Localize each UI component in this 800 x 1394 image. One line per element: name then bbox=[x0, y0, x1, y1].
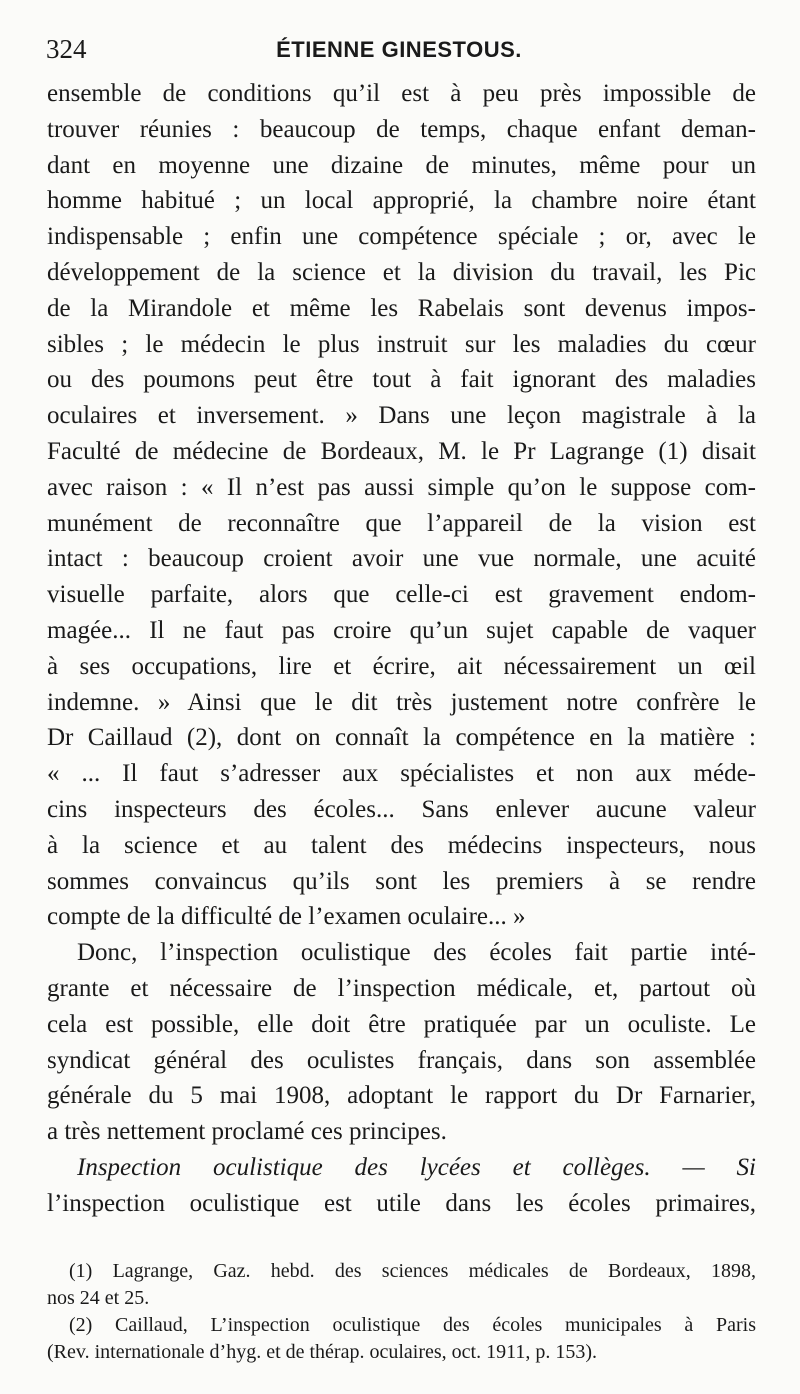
body-line: visuelle parfaite, alors que celle-ci est gravement endom- bbox=[47, 581, 756, 609]
footnote-1-line: nos 24 et 25. bbox=[47, 1287, 150, 1309]
body-line: l’inspection oculistique est utile dans les écoles primaires, bbox=[47, 1189, 756, 1217]
body-line: développement de la science et la division du travail, les Pic bbox=[47, 258, 756, 286]
body-text bbox=[47, 76, 756, 1222]
footnote-2-line: (Rev. internationale d’hyg. et de thérap. oculaires, oct. 1911, p. 153). bbox=[47, 1341, 598, 1363]
body-line: munément de reconnaître que l’appareil de la vision est bbox=[47, 509, 756, 537]
body-line: grante et nécessaire de l’inspection médicale, et, partout où bbox=[47, 974, 756, 1002]
body-line: compte de la difficulté de l’examen oculaire... » bbox=[47, 903, 526, 931]
body-line: cela est possible, elle doit être pratiquée par un oculiste. Le bbox=[47, 1010, 756, 1038]
footnotes bbox=[47, 1258, 756, 1366]
body-line: sibles ; le médecin le plus instruit sur les maladies du cœur bbox=[47, 330, 756, 358]
body-line: de la Mirandole et même les Rabelais sont devenus impos- bbox=[47, 294, 756, 322]
body-line: indemne. » Ainsi que le dit très justement notre confrère le bbox=[47, 688, 756, 716]
section-heading-line: Inspection oculistique des lycées et collèges. — Si bbox=[77, 1153, 756, 1181]
body-line: dant en moyenne une dizaine de minutes, même pour un bbox=[47, 151, 756, 179]
body-line: sommes convaincus qu’ils sont les premiers à se rendre bbox=[47, 867, 756, 895]
body-line: Dr Caillaud (2), dont on connaît la compétence en la matière : bbox=[47, 724, 756, 752]
body-line: avec raison : « Il n’est pas aussi simple qu’on le suppose com- bbox=[47, 473, 756, 501]
body-line: magée... Il ne faut pas croire qu’un sujet capable de vaquer bbox=[47, 616, 756, 644]
footnote-2-line: (2) Caillaud, L’inspection oculistique des écoles municipales à Paris bbox=[69, 1314, 756, 1336]
footnote-1-line: (1) Lagrange, Gaz. hebd. des sciences médicales de Bordeaux, 1898, bbox=[69, 1260, 756, 1282]
body-line: à ses occupations, lire et écrire, ait nécessairement un œil bbox=[47, 652, 756, 680]
body-line: ensemble de conditions qu’il est à peu près impossible de bbox=[47, 80, 756, 107]
paragraph-start-line: Donc, l’inspection oculistique des écoles fait partie inté- bbox=[77, 939, 756, 967]
body-line: à la science et au talent des médecins inspecteurs, nous bbox=[47, 831, 756, 859]
body-line: homme habitué ; un local approprié, la chambre noire étant bbox=[47, 187, 756, 215]
page-number: 324 bbox=[46, 34, 87, 64]
body-line: oculaires et inversement. » Dans une leçon magistrale à la bbox=[47, 402, 756, 430]
body-line: indispensable ; enfin une compétence spéciale ; or, avec le bbox=[47, 223, 756, 251]
page-header bbox=[46, 34, 752, 74]
body-line: a très nettement proclamé ces principes. bbox=[47, 1118, 447, 1146]
body-line: générale du 5 mai 1908, adoptant le rapport du Dr Farnarier, bbox=[47, 1082, 756, 1110]
body-line: trouver réunies : beaucoup de temps, chaque enfant deman- bbox=[47, 115, 756, 143]
body-line: syndicat général des oculistes français, dans son assemblée bbox=[47, 1046, 756, 1074]
running-title: ÉTIENNE GINESTOUS. bbox=[276, 37, 522, 62]
body-line: intact : beaucoup croient avoir une vue normale, une acuité bbox=[47, 545, 756, 573]
body-line: cins inspecteurs des écoles... Sans enlever aucune valeur bbox=[47, 795, 756, 823]
body-line: « ... Il faut s’adresser aux spécialistes et non aux méde- bbox=[47, 760, 756, 788]
body-line: Faculté de médecine de Bordeaux, M. le Pr Lagrange (1) disait bbox=[47, 437, 756, 465]
body-line: ou des poumons peut être tout à fait ignorant des maladies bbox=[47, 366, 756, 394]
